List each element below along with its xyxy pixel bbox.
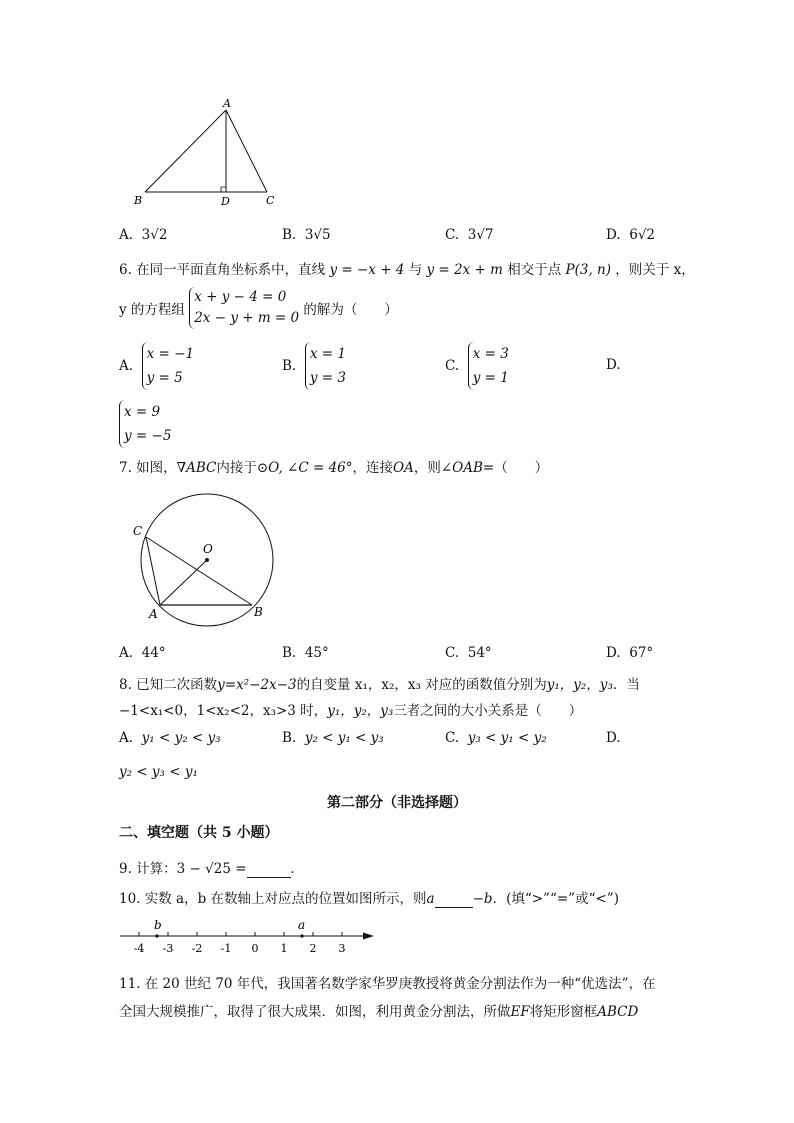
option-system <box>305 342 346 390</box>
q6-equation-2: y = 2x + m <box>426 262 503 278</box>
part2-title: 第二部分（非选择题） <box>327 795 467 811</box>
q11-text: 将矩形窗框 <box>529 1004 598 1020</box>
q8-values: y₁，y₂，y₃ <box>327 703 394 719</box>
system-row: x + y − 4 = 0 <box>194 289 287 305</box>
q9-answer-blank[interactable] <box>247 861 291 878</box>
option-letter: A. <box>119 227 134 243</box>
q6-point: P(3, n) <box>565 262 611 278</box>
q5-option-c[interactable] <box>445 227 494 243</box>
system-row: 2x − y + m = 0 <box>194 310 300 326</box>
q6-text: ，则关于 x， <box>615 262 695 278</box>
option-letter: B. <box>282 358 297 374</box>
circle-label-b: B <box>254 605 263 619</box>
option-letter: B. <box>282 730 297 746</box>
option-letter: B. <box>282 645 297 661</box>
system-row: y = 5 <box>146 370 183 386</box>
system-row: x = 9 <box>124 404 161 420</box>
q7-circle: ⊙O, ∠C = 46° <box>256 460 353 476</box>
q11-stem-line2 <box>119 1000 638 1020</box>
q8-values: y₁，y₂，y₃ <box>546 677 613 693</box>
q5-option-b[interactable] <box>282 227 331 243</box>
q7-segment: OA <box>393 460 414 476</box>
q11-stem-line1: 11. 在 20 世纪 70 年代，我国著名数学家华罗庚教授将黄金分割法作为一种“优选法”，在 <box>119 976 656 992</box>
number-line-tick-label: -1 <box>220 942 232 955</box>
q7-text: 内接于 <box>216 460 257 476</box>
option-value: 3√2 <box>141 227 168 243</box>
q11-segment: EF <box>510 1004 530 1020</box>
vertex-label-d: D <box>221 195 230 208</box>
q6-text: 的解为（ ） <box>303 302 398 318</box>
q8-text: 8. 已知二次函数 <box>119 677 218 693</box>
q6-stem-line2 <box>119 287 398 329</box>
q11-text: 全国大规模推广，取得了很大成果．如图，利用黄金分割法，所做 <box>119 1004 511 1020</box>
circle-label-a: A <box>149 607 158 621</box>
q10-stem <box>119 887 619 908</box>
q7-text: 7. 如图， <box>119 460 177 476</box>
option-value: 3√7 <box>467 227 494 243</box>
option-value: 44° <box>141 645 166 661</box>
q8-stem-line1 <box>119 673 640 693</box>
q8-text: −1<x₁<0，1<x₂<2，x₃>3 时， <box>119 703 328 719</box>
q7-text: ，则 <box>413 460 441 476</box>
number-line-tick-label: -3 <box>162 942 174 955</box>
option-value: 6√2 <box>629 227 656 243</box>
q8-option-c[interactable] <box>445 730 547 746</box>
vertex-label-a: A <box>223 97 231 110</box>
q10-answer-blank[interactable] <box>435 891 473 908</box>
q7-text: ，连接 <box>352 460 393 476</box>
q6-option-d[interactable] <box>119 400 171 448</box>
q11-rectangle: ABCD <box>597 1004 639 1020</box>
system-row: y = −5 <box>124 428 172 444</box>
option-letter: C. <box>445 730 460 746</box>
q7-angle: ∠OAB <box>440 460 483 476</box>
q8-option-d-letter[interactable]: D. <box>606 730 621 746</box>
option-letter: C. <box>445 358 460 374</box>
section2-title: 二、填空题（共 5 小题） <box>119 825 279 841</box>
option-system <box>119 400 171 448</box>
q8-option-a[interactable] <box>119 730 221 746</box>
q6-option-a[interactable] <box>119 342 194 390</box>
system-row: x = −1 <box>146 346 195 362</box>
system-row: y = 3 <box>309 370 346 386</box>
q6-stem-line1 <box>119 258 695 278</box>
circle-label-o: O <box>203 542 213 556</box>
q6-text: 与 <box>408 262 423 278</box>
q6-option-d-letter[interactable]: D. <box>606 357 621 373</box>
vertex-label-b: B <box>134 194 143 207</box>
number-line-ticks <box>134 932 346 955</box>
point-a-label: a <box>298 918 306 932</box>
option-letter: C. <box>445 645 460 661</box>
option-value: y₃ < y₁ < y₂ <box>467 730 547 746</box>
q5-option-a[interactable] <box>119 227 167 243</box>
option-value: 3√5 <box>304 227 331 243</box>
option-letter: C. <box>445 227 460 243</box>
q8-option-d[interactable]: y₂ < y₃ < y₁ <box>119 764 198 780</box>
number-line <box>115 912 385 957</box>
option-value: y₂ < y₁ < y₃ <box>304 730 384 746</box>
q8-stem-line2 <box>119 699 582 719</box>
option-letter: A. <box>119 645 134 661</box>
option-letter: D. <box>606 227 621 243</box>
q6-equation-1: y = −x + 4 <box>329 262 405 278</box>
point-b-label: b <box>154 918 162 932</box>
q7-option-c[interactable] <box>445 645 492 661</box>
system-row: x = 3 <box>472 346 509 362</box>
q7-option-a[interactable] <box>119 645 166 661</box>
q5-option-d[interactable] <box>606 227 655 243</box>
option-value: 67° <box>629 645 654 661</box>
circle-label-c: C <box>133 524 143 538</box>
circle-figure <box>128 490 288 630</box>
q8-text: 三者之间的大小关系是（ ） <box>393 703 583 719</box>
q6-option-b[interactable] <box>282 342 346 390</box>
q10-text: ．(填“>”“=”或“<”) <box>492 891 619 907</box>
q7-text: =（ ） <box>482 460 549 476</box>
option-system <box>142 342 194 390</box>
option-letter: A. <box>119 730 134 746</box>
q8-text: ．当 <box>612 677 640 693</box>
system-row: y = 1 <box>472 370 509 386</box>
q10-text: 10. 实数 a，b 在数轴上对应点的位置如图所示，则 <box>119 891 427 907</box>
q6-text: y 的方程组 <box>119 302 185 318</box>
number-line-tick-label: 0 <box>251 942 259 955</box>
q6-text: 6. 在同一平面直角坐标系中，直线 <box>119 262 326 278</box>
q9-text: 9. 计算：3 − √25 = <box>119 861 247 877</box>
option-system <box>468 342 509 390</box>
q9-text: ． <box>290 861 305 877</box>
q8-function: y=x²−2x−3 <box>217 677 297 693</box>
q8-text: 的自变量 x₁，x₂，x₃ 对应的函数值分别为 <box>296 677 547 693</box>
q6-text: 相交于点 <box>507 262 562 278</box>
q8-option-b[interactable] <box>282 730 384 746</box>
option-letter: D. <box>606 645 621 661</box>
q7-option-b[interactable] <box>282 645 329 661</box>
q10-var-a: a <box>426 891 435 907</box>
q6-equation-system <box>189 287 299 329</box>
option-letter: A. <box>119 358 134 374</box>
q7-option-d[interactable] <box>606 645 653 661</box>
number-line-tick-label: -2 <box>191 942 203 955</box>
triangle-figure <box>130 92 290 212</box>
q6-option-c[interactable] <box>445 342 509 390</box>
q7-triangle: ∇ABC <box>176 460 217 476</box>
option-value: 45° <box>304 645 329 661</box>
number-line-tick-label: 2 <box>309 942 317 955</box>
option-value: 54° <box>467 645 492 661</box>
vertex-label-c: C <box>266 194 275 207</box>
q7-stem <box>119 456 548 476</box>
number-line-tick-label: 1 <box>280 942 288 955</box>
number-line-tick-label: -4 <box>133 942 145 955</box>
option-value: y₁ < y₂ < y₃ <box>141 730 221 746</box>
q10-var-b: −b <box>472 891 493 907</box>
q9-stem <box>119 857 304 878</box>
system-row: x = 1 <box>309 346 346 362</box>
option-letter: B. <box>282 227 297 243</box>
number-line-tick-label: 3 <box>338 942 346 955</box>
